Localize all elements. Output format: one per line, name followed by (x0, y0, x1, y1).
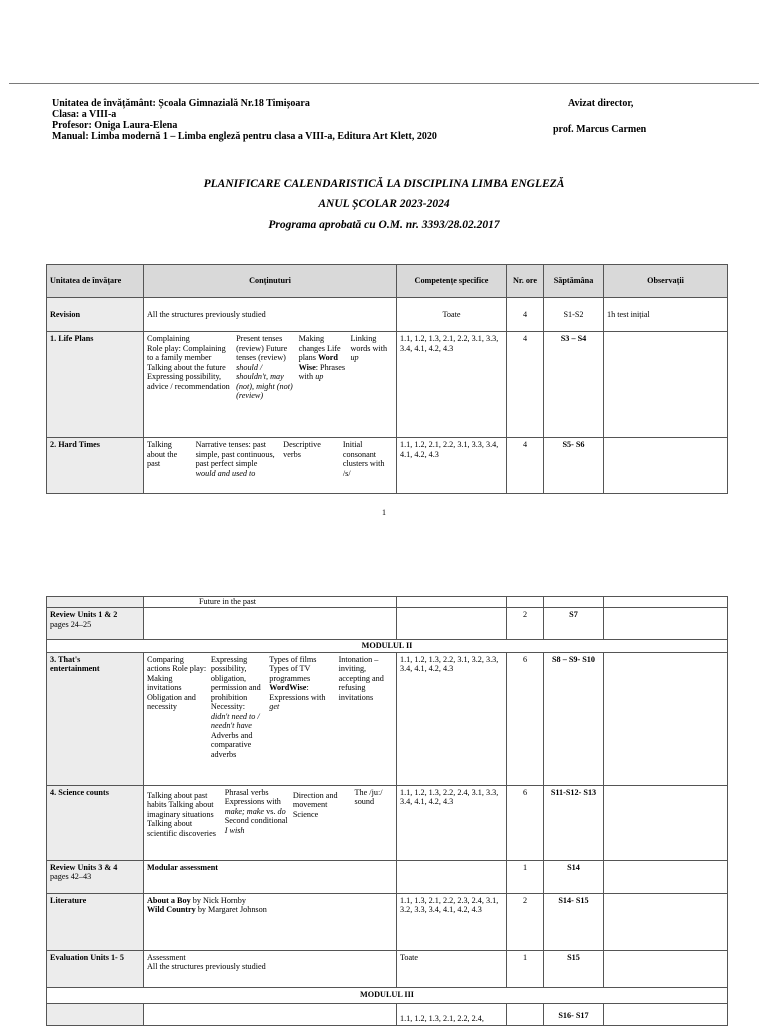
module-row (47, 987, 728, 1003)
content-vocabulary: Making changes Life plans Word Wise: Phrases with up (298, 334, 346, 381)
unit-cell: 1. Life Plans (47, 332, 144, 438)
week-cell (544, 597, 604, 608)
hours-cell: 1 (507, 860, 544, 893)
table-row (47, 860, 728, 893)
content-grammar: Phrasal verbs Expressions with make; make vs. do Second conditional I wish (224, 787, 288, 835)
content-pronunciation: Initial consonant clusters with /s/ (342, 440, 385, 478)
content-grammar: Narrative tenses: past simple, past continuous, past perfect simple would and used to (195, 440, 275, 478)
module-row (47, 640, 728, 653)
unit-cell: 2. Hard Times (47, 438, 144, 494)
hours-cell: 4 (507, 438, 544, 494)
content-grammar: Present tenses (review) Future tenses (review) should / shouldn't, may (not), might (not) (review) (236, 334, 293, 400)
content-cell (144, 438, 397, 494)
table-row (47, 438, 728, 494)
notes-cell (604, 1003, 728, 1026)
content-functions: Comparing actions Role play: Making invitations Obligation and necessity (147, 654, 207, 711)
table-row (47, 950, 728, 987)
table-row (47, 652, 728, 785)
content-cell: Modular assessment (144, 860, 397, 893)
content-pronunciation: Intonation – inviting, accepting and refusing invitations (338, 654, 384, 702)
school-year: ANUL ȘCOLAR 2023-2024 (318, 198, 450, 210)
content-cell (144, 785, 397, 860)
content-pronunciation: The /juː/ sound (354, 787, 383, 806)
content-cell (144, 652, 397, 785)
manual-label: Manual: Limba modernă 1 – Limba engleză pentru clasa a VIII-a, Editura Art Klett, 2020 (52, 131, 437, 142)
hours-cell: 2 (507, 893, 544, 950)
content-grammar: Expressing possibility, obligation, permission and prohibition Necessity: didn't need to / needn't have Adverbs and comparative adverbs (210, 654, 261, 759)
module-heading: MODULUL II (47, 640, 728, 653)
table-row (47, 298, 728, 332)
hours-cell: 6 (507, 652, 544, 785)
unit-cell: 3. That's entertainment (47, 652, 144, 785)
competences-cell: 1.1, 1.2, 1.3, 2.2, 3.1, 3.2, 3.3, 3.4, 4.1, 4.2, 4.3 (397, 652, 507, 785)
week-cell: S1-S2 (544, 298, 604, 332)
content-cell (144, 608, 397, 640)
competences-cell (397, 608, 507, 640)
notes-cell (604, 785, 728, 860)
module-heading: MODULUL III (47, 987, 728, 1003)
table-row (47, 893, 728, 950)
col-unit: Unitatea de învățare (47, 265, 144, 298)
hours-cell: 6 (507, 785, 544, 860)
teacher-label: Profesor: Oniga Laura-Elena (52, 120, 178, 131)
notes-cell (604, 860, 728, 893)
content-functions: Talking about the past (147, 440, 178, 468)
week-cell: S8 – S9- S10 (544, 652, 604, 785)
table-row (47, 785, 728, 860)
content-functions: Talking about past habits Talking about imaginary situations Talking about scientific discoveries (147, 790, 216, 838)
content-vocabulary: Types of films Types of TV programmes WordWise: Expressions with get (269, 654, 326, 711)
col-content: Conținuturi (144, 265, 397, 298)
table-row (47, 332, 728, 438)
week-cell: S3 – S4 (544, 332, 604, 438)
page-number: 1 (382, 508, 386, 517)
hours-cell: 2 (507, 608, 544, 640)
table-row (47, 608, 728, 640)
notes-cell (604, 597, 728, 608)
content-pronunciation: Linking words with up (350, 334, 388, 362)
unit-cell: Review Units 3 & 4 pages 42–43 (47, 860, 144, 893)
notes-cell (604, 893, 728, 950)
content-cell (144, 1003, 397, 1026)
week-cell: S16- S17 (544, 1003, 604, 1026)
col-notes: Observații (604, 265, 728, 298)
school-name: Unitatea de învățământ: Școala Gimnazială Nr.18 Timișoara (52, 98, 310, 109)
content-cell: Assessment All the structures previously studied (144, 950, 397, 987)
week-cell: S5- S6 (544, 438, 604, 494)
director-name: prof. Marcus Carmen (553, 124, 647, 135)
unit-cell: Revision (47, 298, 144, 332)
hours-cell: 4 (507, 298, 544, 332)
top-rule (9, 83, 759, 84)
competences-cell: 1.1, 1.3, 2.1, 2.2, 2.3, 2.4, 3.1, 3.2, 3.3, 3.4, 4.1, 4.2, 4.3 (397, 893, 507, 950)
content-cell: All the structures previously studied (144, 298, 397, 332)
program-approval: Programa aprobată cu O.M. nr. 3393/28.02.2017 (268, 219, 500, 231)
book-2: Wild Country by Margaret Johnson (147, 905, 267, 914)
unit-cell: Literature (47, 893, 144, 950)
competences-cell: Toate (397, 950, 507, 987)
class-label: Clasa: a VIII-a (52, 109, 117, 120)
content-cell (144, 893, 397, 950)
book-1: About a Boy by Nick Hornby (147, 895, 246, 905)
notes-cell (604, 438, 728, 494)
hours-cell (507, 597, 544, 608)
content-cell: Future in the past (144, 597, 397, 608)
unit-cell: 4. Science counts (47, 785, 144, 860)
week-cell: S14 (544, 860, 604, 893)
col-competences: Competențe specifice (397, 265, 507, 298)
notes-cell (604, 950, 728, 987)
header-row (47, 265, 728, 298)
week-cell: S15 (544, 950, 604, 987)
content-vocabulary: Direction and movement Science (292, 790, 338, 819)
doc-title: PLANIFICARE CALENDARISTICĂ LA DISCIPLINA LIMBA ENGLEZĂ (203, 178, 565, 190)
planning-table-page2 (46, 596, 728, 1026)
competences-cell: 1.1, 1.2, 1.3, 2.1, 2.2, 2.4, (397, 1003, 507, 1026)
approval-label: Avizat director, (568, 98, 634, 109)
competences-cell (397, 860, 507, 893)
school-info (52, 98, 437, 142)
unit-cell (47, 1003, 144, 1026)
week-cell: S14- S15 (544, 893, 604, 950)
competences-cell: 1.1, 1.2, 2.1, 2.2, 3.1, 3.3, 3.4, 4.1, 4.2, 4.3 (397, 438, 507, 494)
hours-cell: 1 (507, 950, 544, 987)
unit-cell: Review Units 1 & 2 pages 24–25 (47, 608, 144, 640)
unit-cell: Evaluation Units 1- 5 (47, 950, 144, 987)
competences-cell (397, 597, 507, 608)
hours-cell (507, 1003, 544, 1026)
col-week: Săptămâna (544, 265, 604, 298)
week-cell: S11-S12- S13 (544, 785, 604, 860)
unit-cell (47, 597, 144, 608)
notes-cell (604, 652, 728, 785)
hours-cell: 4 (507, 332, 544, 438)
competences-cell: Toate (397, 298, 507, 332)
notes-cell (604, 332, 728, 438)
competences-cell: 1.1, 1.2, 1.3, 2.2, 2.4, 3.1, 3.3, 3.4, 4.1, 4.2, 4.3 (397, 785, 507, 860)
content-cell (144, 332, 397, 438)
competences-cell: 1.1, 1.2, 1.3, 2.1, 2.2, 3.1, 3.3, 3.4, 4.1, 4.2, 4.3 (397, 332, 507, 438)
notes-cell: 1h test inițial (604, 298, 728, 332)
col-hours: Nr. ore (507, 265, 544, 298)
table-row (47, 597, 728, 608)
week-cell: S7 (544, 608, 604, 640)
table-row (47, 1003, 728, 1026)
notes-cell (604, 608, 728, 640)
content-vocabulary: Descriptive verbs (283, 440, 321, 459)
planning-table-page1 (46, 264, 728, 494)
content-functions: Complaining Role play: Complaining to a family member Talking about the future Expressing possibility, advice / recommendation (147, 334, 230, 391)
